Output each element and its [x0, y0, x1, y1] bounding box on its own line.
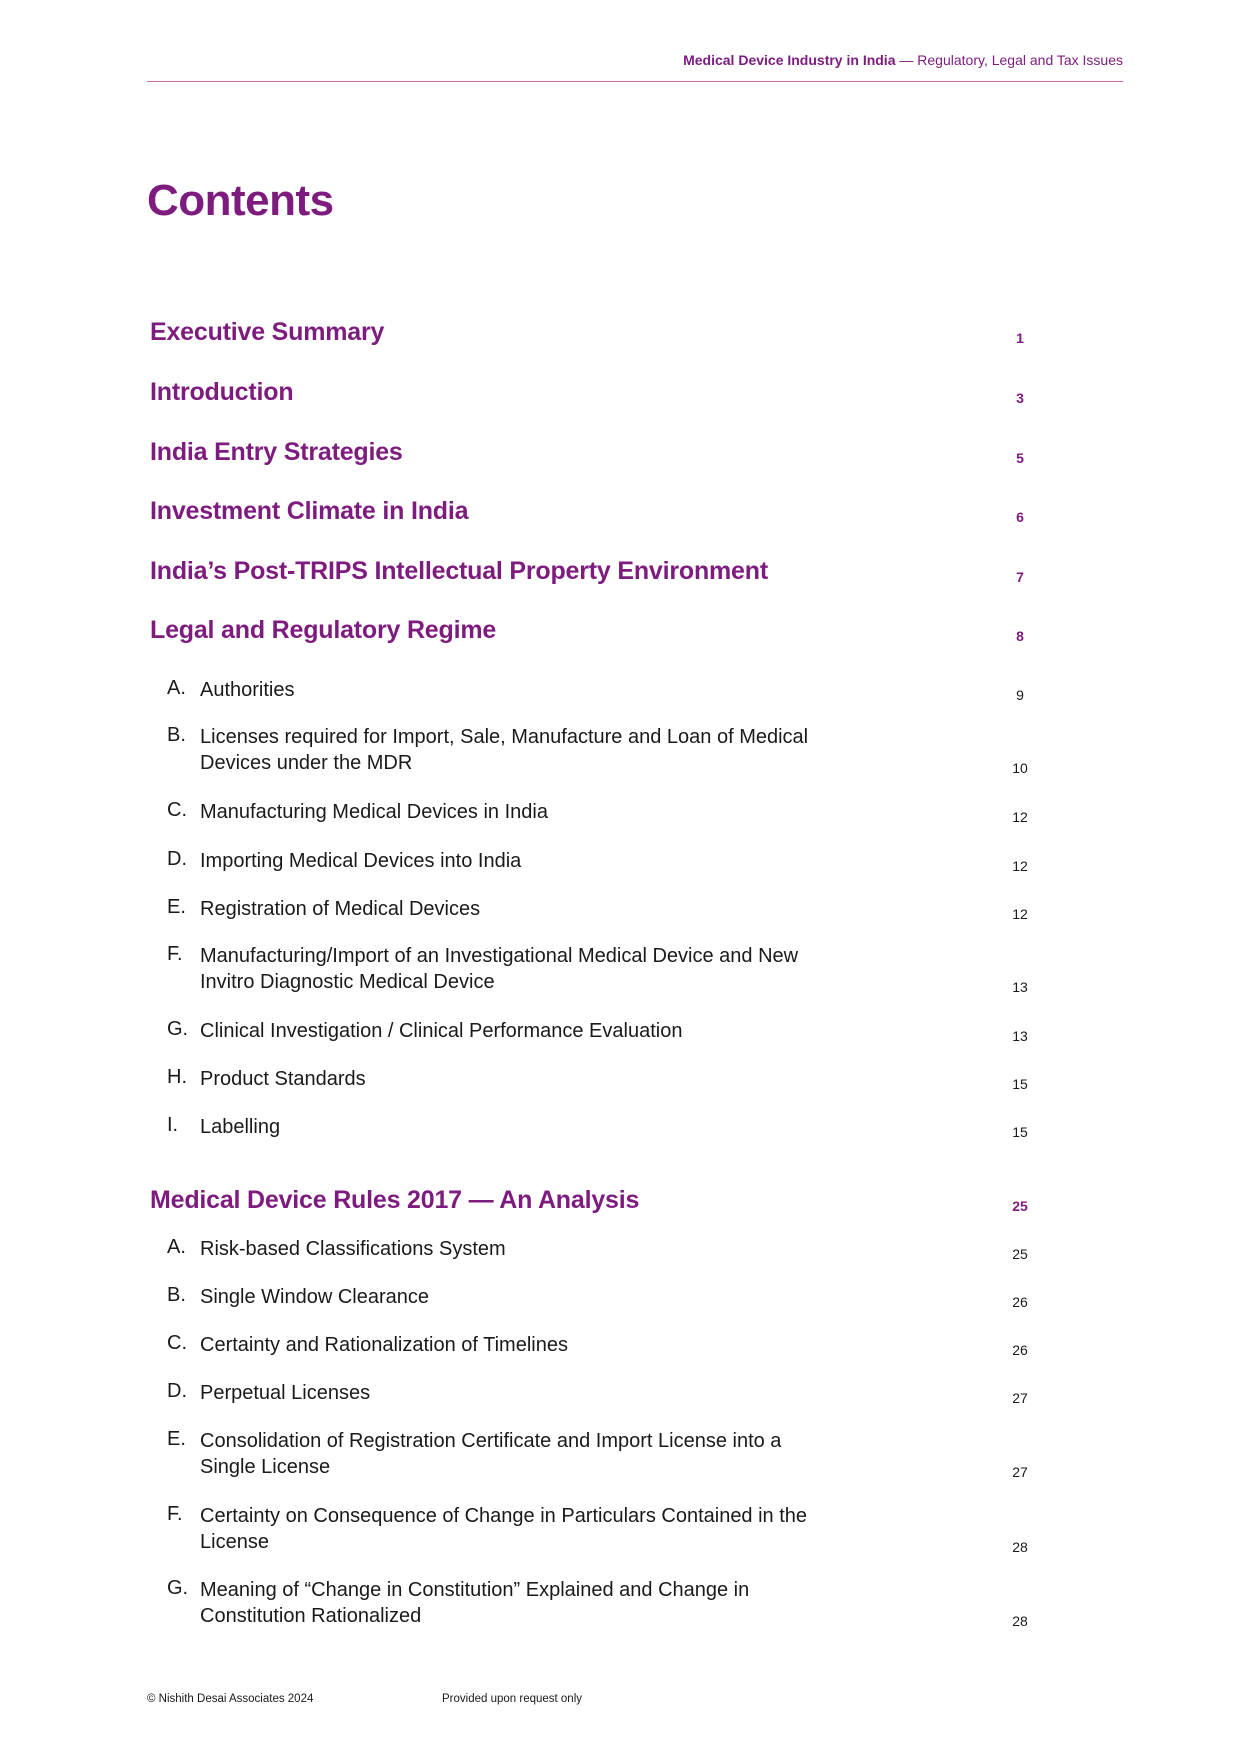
- toc-item-letter: C.: [167, 799, 187, 821]
- running-header: [683, 52, 1123, 68]
- toc-item-title[interactable]: Executive Summary: [150, 318, 385, 346]
- toc-page-number: 7: [1016, 569, 1024, 585]
- toc-page-number: 3: [1016, 390, 1024, 406]
- page-title: Contents: [147, 176, 334, 225]
- toc-page-number: 27: [1012, 1464, 1028, 1480]
- toc-item-title[interactable]: Introduction: [150, 378, 294, 406]
- toc-item-letter: A.: [167, 1236, 186, 1258]
- toc-item-title[interactable]: Medical Device Rules 2017 — An Analysis: [150, 1186, 640, 1214]
- toc-item-title[interactable]: Licenses required for Import, Sale, Manufacture and Loan of Medical Devices under the MDR: [200, 726, 809, 774]
- footer-copyright: © Nishith Desai Associates 2024: [147, 1693, 314, 1705]
- toc-item-title[interactable]: Perpetual Licenses: [200, 1382, 371, 1404]
- toc-page-number: 25: [1012, 1198, 1028, 1214]
- toc-page-number: 15: [1012, 1076, 1028, 1092]
- toc-item-letter: B.: [167, 724, 186, 746]
- toc-page-number: 6: [1016, 509, 1024, 525]
- toc-item-title[interactable]: Importing Medical Devices into India: [200, 850, 522, 872]
- toc-item-letter: F.: [167, 1503, 183, 1525]
- toc-item-letter: D.: [167, 1380, 187, 1402]
- toc-item-title[interactable]: Manufacturing Medical Devices in India: [200, 801, 548, 823]
- toc-item-letter: A.: [167, 677, 186, 699]
- toc-item-title[interactable]: India Entry Strategies: [150, 438, 403, 466]
- toc-page-number: 12: [1012, 809, 1028, 825]
- toc-item-letter: E.: [167, 896, 186, 918]
- toc-item-title[interactable]: Authorities: [200, 679, 295, 701]
- toc-page-number: 25: [1012, 1246, 1028, 1262]
- toc-page-number: 12: [1012, 858, 1028, 874]
- toc-item-letter: E.: [167, 1428, 186, 1450]
- toc-item-letter: G.: [167, 1018, 189, 1040]
- toc-page-number: 8: [1016, 628, 1024, 644]
- toc-item-letter: G.: [167, 1577, 189, 1599]
- toc-page-number: 28: [1012, 1613, 1028, 1629]
- toc-item-title[interactable]: Certainty and Rationalization of Timelines: [200, 1334, 568, 1356]
- toc-page-number: 1: [1016, 330, 1024, 346]
- toc-item-letter: H.: [167, 1066, 187, 1088]
- toc-item-title[interactable]: Labelling: [200, 1116, 281, 1138]
- toc-item-title[interactable]: Certainty on Consequence of Change in Particulars Contained in the License: [200, 1505, 808, 1553]
- toc-item-title[interactable]: Risk-based Classifications System: [200, 1238, 506, 1260]
- toc-item-title[interactable]: Legal and Regulatory Regime: [150, 616, 497, 644]
- toc-item-title[interactable]: Manufacturing/Import of an Investigational Medical Device and New Invitro Diagnostic Medical Device: [200, 945, 799, 993]
- toc-page-number: 5: [1016, 450, 1024, 466]
- toc-item-title[interactable]: Product Standards: [200, 1068, 366, 1090]
- toc-item-letter: C.: [167, 1332, 187, 1354]
- toc-item-title[interactable]: Single Window Clearance: [200, 1286, 430, 1308]
- toc-item-letter: F.: [167, 943, 183, 965]
- toc-item-title[interactable]: Registration of Medical Devices: [200, 898, 481, 920]
- toc-page-number: 9: [1016, 687, 1024, 703]
- toc-page-number: 13: [1012, 1028, 1028, 1044]
- toc-item-letter: B.: [167, 1284, 186, 1306]
- toc-item-letter: D.: [167, 848, 187, 870]
- toc-page-number: 12: [1012, 906, 1028, 922]
- toc-item-letter: I.: [167, 1114, 179, 1136]
- header-subtitle: — Regulatory, Legal and Tax Issues: [895, 52, 1123, 68]
- header-divider: [147, 81, 1123, 82]
- toc-page-number: 27: [1012, 1390, 1028, 1406]
- toc-page-number: 26: [1012, 1342, 1028, 1358]
- toc-page-number: 26: [1012, 1294, 1028, 1310]
- toc-page-number: 13: [1012, 979, 1028, 995]
- toc-item-title[interactable]: India’s Post-TRIPS Intellectual Property Environment: [150, 557, 768, 585]
- toc-page-number: 28: [1012, 1539, 1028, 1555]
- toc-item-title[interactable]: Consolidation of Registration Certificate and Import License into a Single License: [200, 1430, 782, 1478]
- toc-page-number: 10: [1012, 760, 1028, 776]
- toc-page-number: 15: [1012, 1124, 1028, 1140]
- toc-item-title[interactable]: Investment Climate in India: [150, 497, 469, 525]
- header-title: Medical Device Industry in India: [683, 52, 896, 68]
- toc-item-title[interactable]: Meaning of “Change in Constitution” Explained and Change in Constitution Rationalized: [200, 1579, 750, 1627]
- toc-item-title[interactable]: Clinical Investigation / Clinical Performance Evaluation: [200, 1020, 683, 1042]
- footer-note: Provided upon request only: [442, 1693, 583, 1705]
